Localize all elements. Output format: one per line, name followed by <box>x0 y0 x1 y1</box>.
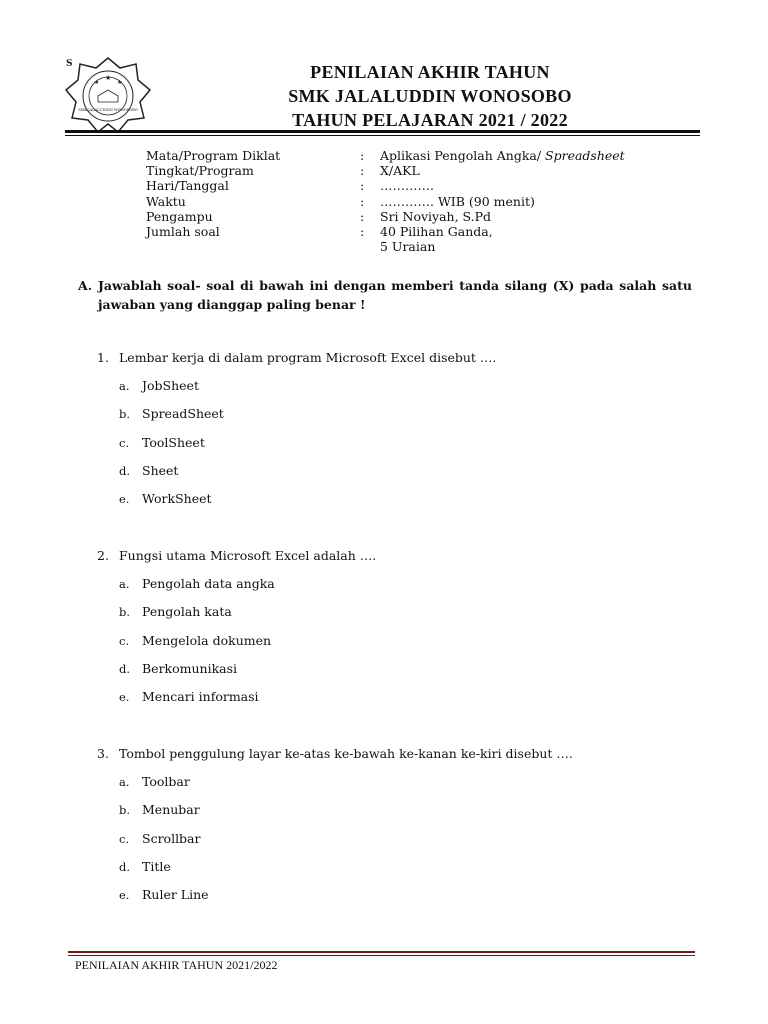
answer-option[interactable]: a. Toolbar <box>119 774 190 789</box>
answer-option[interactable]: e. Ruler Line <box>119 887 209 902</box>
answer-option[interactable]: b. Pengolah kata <box>119 604 232 619</box>
exam-title: PENILAIAN AKHIR TAHUN <box>310 62 550 82</box>
info-label: Tingkat/Program <box>146 163 254 179</box>
info-value: 40 Pilihan Ganda, <box>380 224 493 240</box>
question-text: Fungsi utama Microsoft Excel adalah …. <box>119 548 377 563</box>
info-value: 5 Uraian <box>380 239 436 255</box>
info-row <box>146 239 625 254</box>
header-divider-thin <box>65 135 700 136</box>
info-value: …………. <box>380 178 434 194</box>
info-label: Jumlah soal <box>146 224 220 240</box>
answer-option[interactable]: d. Title <box>119 859 171 874</box>
info-value: …………. WIB (90 menit) <box>380 193 535 209</box>
info-value: Aplikasi Pengolah Angka/ Spreadsheet <box>380 148 625 163</box>
answer-option[interactable]: c. Mengelola dokumen <box>119 633 272 648</box>
school-logo <box>62 56 154 134</box>
info-row: Tingkat/Program : X/AKL <box>146 163 420 179</box>
info-row: Waktu : …………. WIB (90 menit) <box>146 193 535 209</box>
info-value: Sri Noviyah, S.Pd <box>380 208 492 224</box>
info-value: X/AKL <box>380 163 420 179</box>
info-label: Hari/Tanggal <box>146 178 229 194</box>
header-divider <box>65 130 700 133</box>
page-footer: PENILAIAN AKHIR TAHUN 2021/2022 <box>75 958 278 972</box>
answer-option[interactable]: a. Pengolah data angka <box>119 576 275 591</box>
instruction-text: Jawablah soal- soal di bawah ini dengan memberi tanda silang (X) pada salah satu jawaban yang dianggap paling benar ! <box>98 278 692 312</box>
logo-text: SMK JALALUDDIN WONOSOBO <box>78 108 138 112</box>
school-name: SMK JALALUDDIN WONOSOBO <box>288 86 572 106</box>
question-text: Lembar kerja di dalam program Microsoft Excel disebut …. <box>119 350 497 365</box>
info-label: Mata/Program Diklat <box>146 148 281 163</box>
question-number: 1. <box>97 350 109 365</box>
info-row: Jumlah soal : 40 Pilihan Ganda, <box>146 224 493 240</box>
svg-text:★: ★ <box>105 74 112 82</box>
star-icon: ★ <box>94 79 100 86</box>
answer-option[interactable]: e. WorkSheet <box>119 491 212 506</box>
footer-divider-thin <box>68 955 695 956</box>
info-label: Waktu <box>146 193 186 209</box>
section-letter: A. <box>78 278 93 293</box>
exam-info <box>146 148 625 254</box>
academic-year: TAHUN PELAJARAN 2021 / 2022 <box>292 110 568 130</box>
info-row: Hari/Tanggal : …………. <box>146 178 434 194</box>
answer-option[interactable]: b. SpreadSheet <box>119 406 224 421</box>
svg-text:★: ★ <box>117 79 123 86</box>
answer-option[interactable]: c. ToolSheet <box>119 435 205 450</box>
footer-divider <box>68 951 695 953</box>
question-number: 2. <box>97 548 109 563</box>
info-row: Mata/Program Diklat : Aplikasi Pengolah Angka/ Spreadsheet <box>146 148 625 163</box>
answer-option[interactable]: e. Mencari informasi <box>119 689 259 704</box>
info-row: Pengampu : Sri Noviyah, S.Pd <box>146 208 492 224</box>
answer-option[interactable]: d. Berkomunikasi <box>119 661 238 676</box>
question-text: Tombol penggulung layar ke-atas ke-bawah ke-kanan ke-kiri disebut …. <box>119 746 573 761</box>
answer-option[interactable]: b. Menubar <box>119 802 200 817</box>
answer-option[interactable]: c. Scrollbar <box>119 831 201 846</box>
info-label: Pengampu <box>146 208 213 224</box>
answer-option[interactable]: a. JobSheet <box>119 378 199 393</box>
section-instruction <box>78 276 692 314</box>
question-number: 3. <box>97 746 109 761</box>
info-label <box>146 239 360 254</box>
svg-text:S: S <box>66 59 73 69</box>
answer-option[interactable]: d. Sheet <box>119 463 179 478</box>
